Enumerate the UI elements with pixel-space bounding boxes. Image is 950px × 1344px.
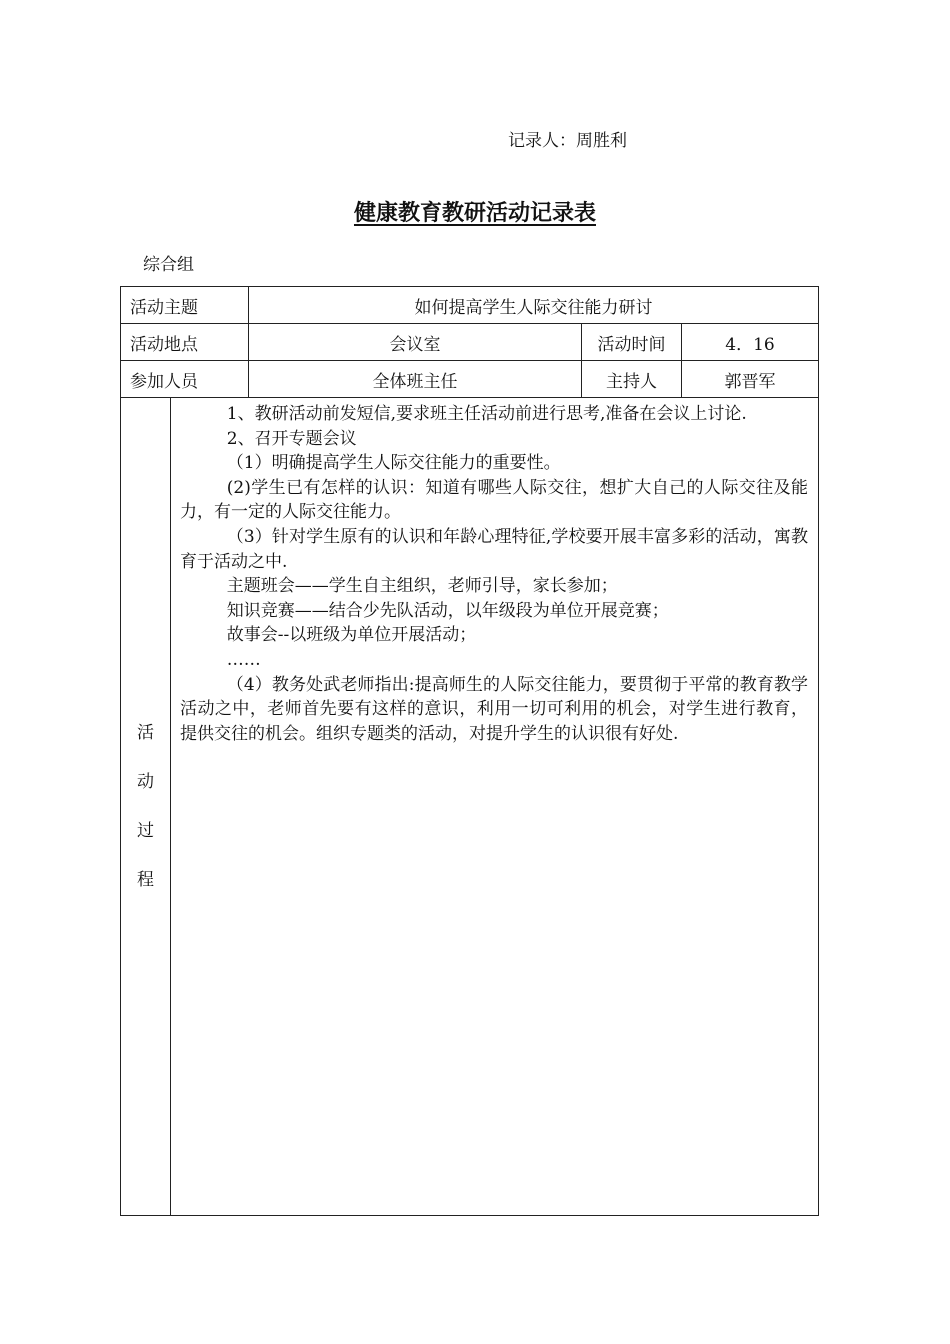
topic-label: 活动主题: [121, 287, 249, 324]
page-title: 健康教育教研活动记录表: [353, 200, 596, 226]
group-name: 综合组: [143, 255, 194, 275]
place-value: 会议室: [249, 324, 582, 361]
process-paragraph: 2、召开专题会议: [226, 428, 357, 449]
members-host-row: [121, 361, 819, 398]
members-value: 全体班主任: [249, 361, 582, 398]
process-paragraph: 故事会--以班级为单位开展活动；: [226, 625, 477, 646]
host-value: 郭晋军: [682, 361, 819, 398]
members-label: 参加人员: [121, 361, 249, 398]
process-row: [121, 398, 819, 1216]
place-label: 活动地点: [121, 324, 249, 361]
process-label: 活 动 过 程: [121, 398, 171, 1216]
process-paragraph: （1）明确提高学生人际交往能力的重要性。: [226, 453, 561, 474]
recorder-line: 记录人：周胜利: [508, 131, 627, 151]
process-paragraph: (2)学生已有怎样的认识：知道有哪些人际交往，想扩大自己的人际交往及能力，有一定的人际交往能力。: [180, 477, 808, 523]
process-paragraph: 主题班会——学生自主组织，老师引导，家长参加；: [226, 576, 618, 597]
process-paragraph: 知识竞赛——结合少先队活动，以年级段为单位开展竞赛；: [226, 600, 669, 621]
process-paragraph: （4）教务处武老师指出:提高师生的人际交往能力，要贯彻于平常的教育教学活动之中，老师首先要有这样的意识，利用一切可利用的机会，对学生进行教育，提供交往的机会。组织专题类的活动，对提升学生的认识很有好处.: [180, 674, 808, 744]
process-content: [171, 398, 819, 1216]
process-paragraph: ……: [226, 649, 261, 670]
topic-value: 如何提高学生人际交往能力研讨: [249, 287, 819, 324]
host-label: 主持人: [582, 361, 682, 398]
record-table: [120, 286, 819, 1216]
process-paragraph: 1、教研活动前发短信,要求班主任活动前进行思考,准备在会议上讨论.: [226, 404, 747, 424]
process-paragraph: （3）针对学生原有的认识和年龄心理特征,学校要开展丰富多彩的活动，寓教育于活动之中.: [180, 526, 808, 572]
time-label: 活动时间: [582, 324, 682, 361]
topic-row: [121, 287, 819, 324]
place-time-row: [121, 324, 819, 361]
time-value: 4．16: [682, 324, 819, 361]
